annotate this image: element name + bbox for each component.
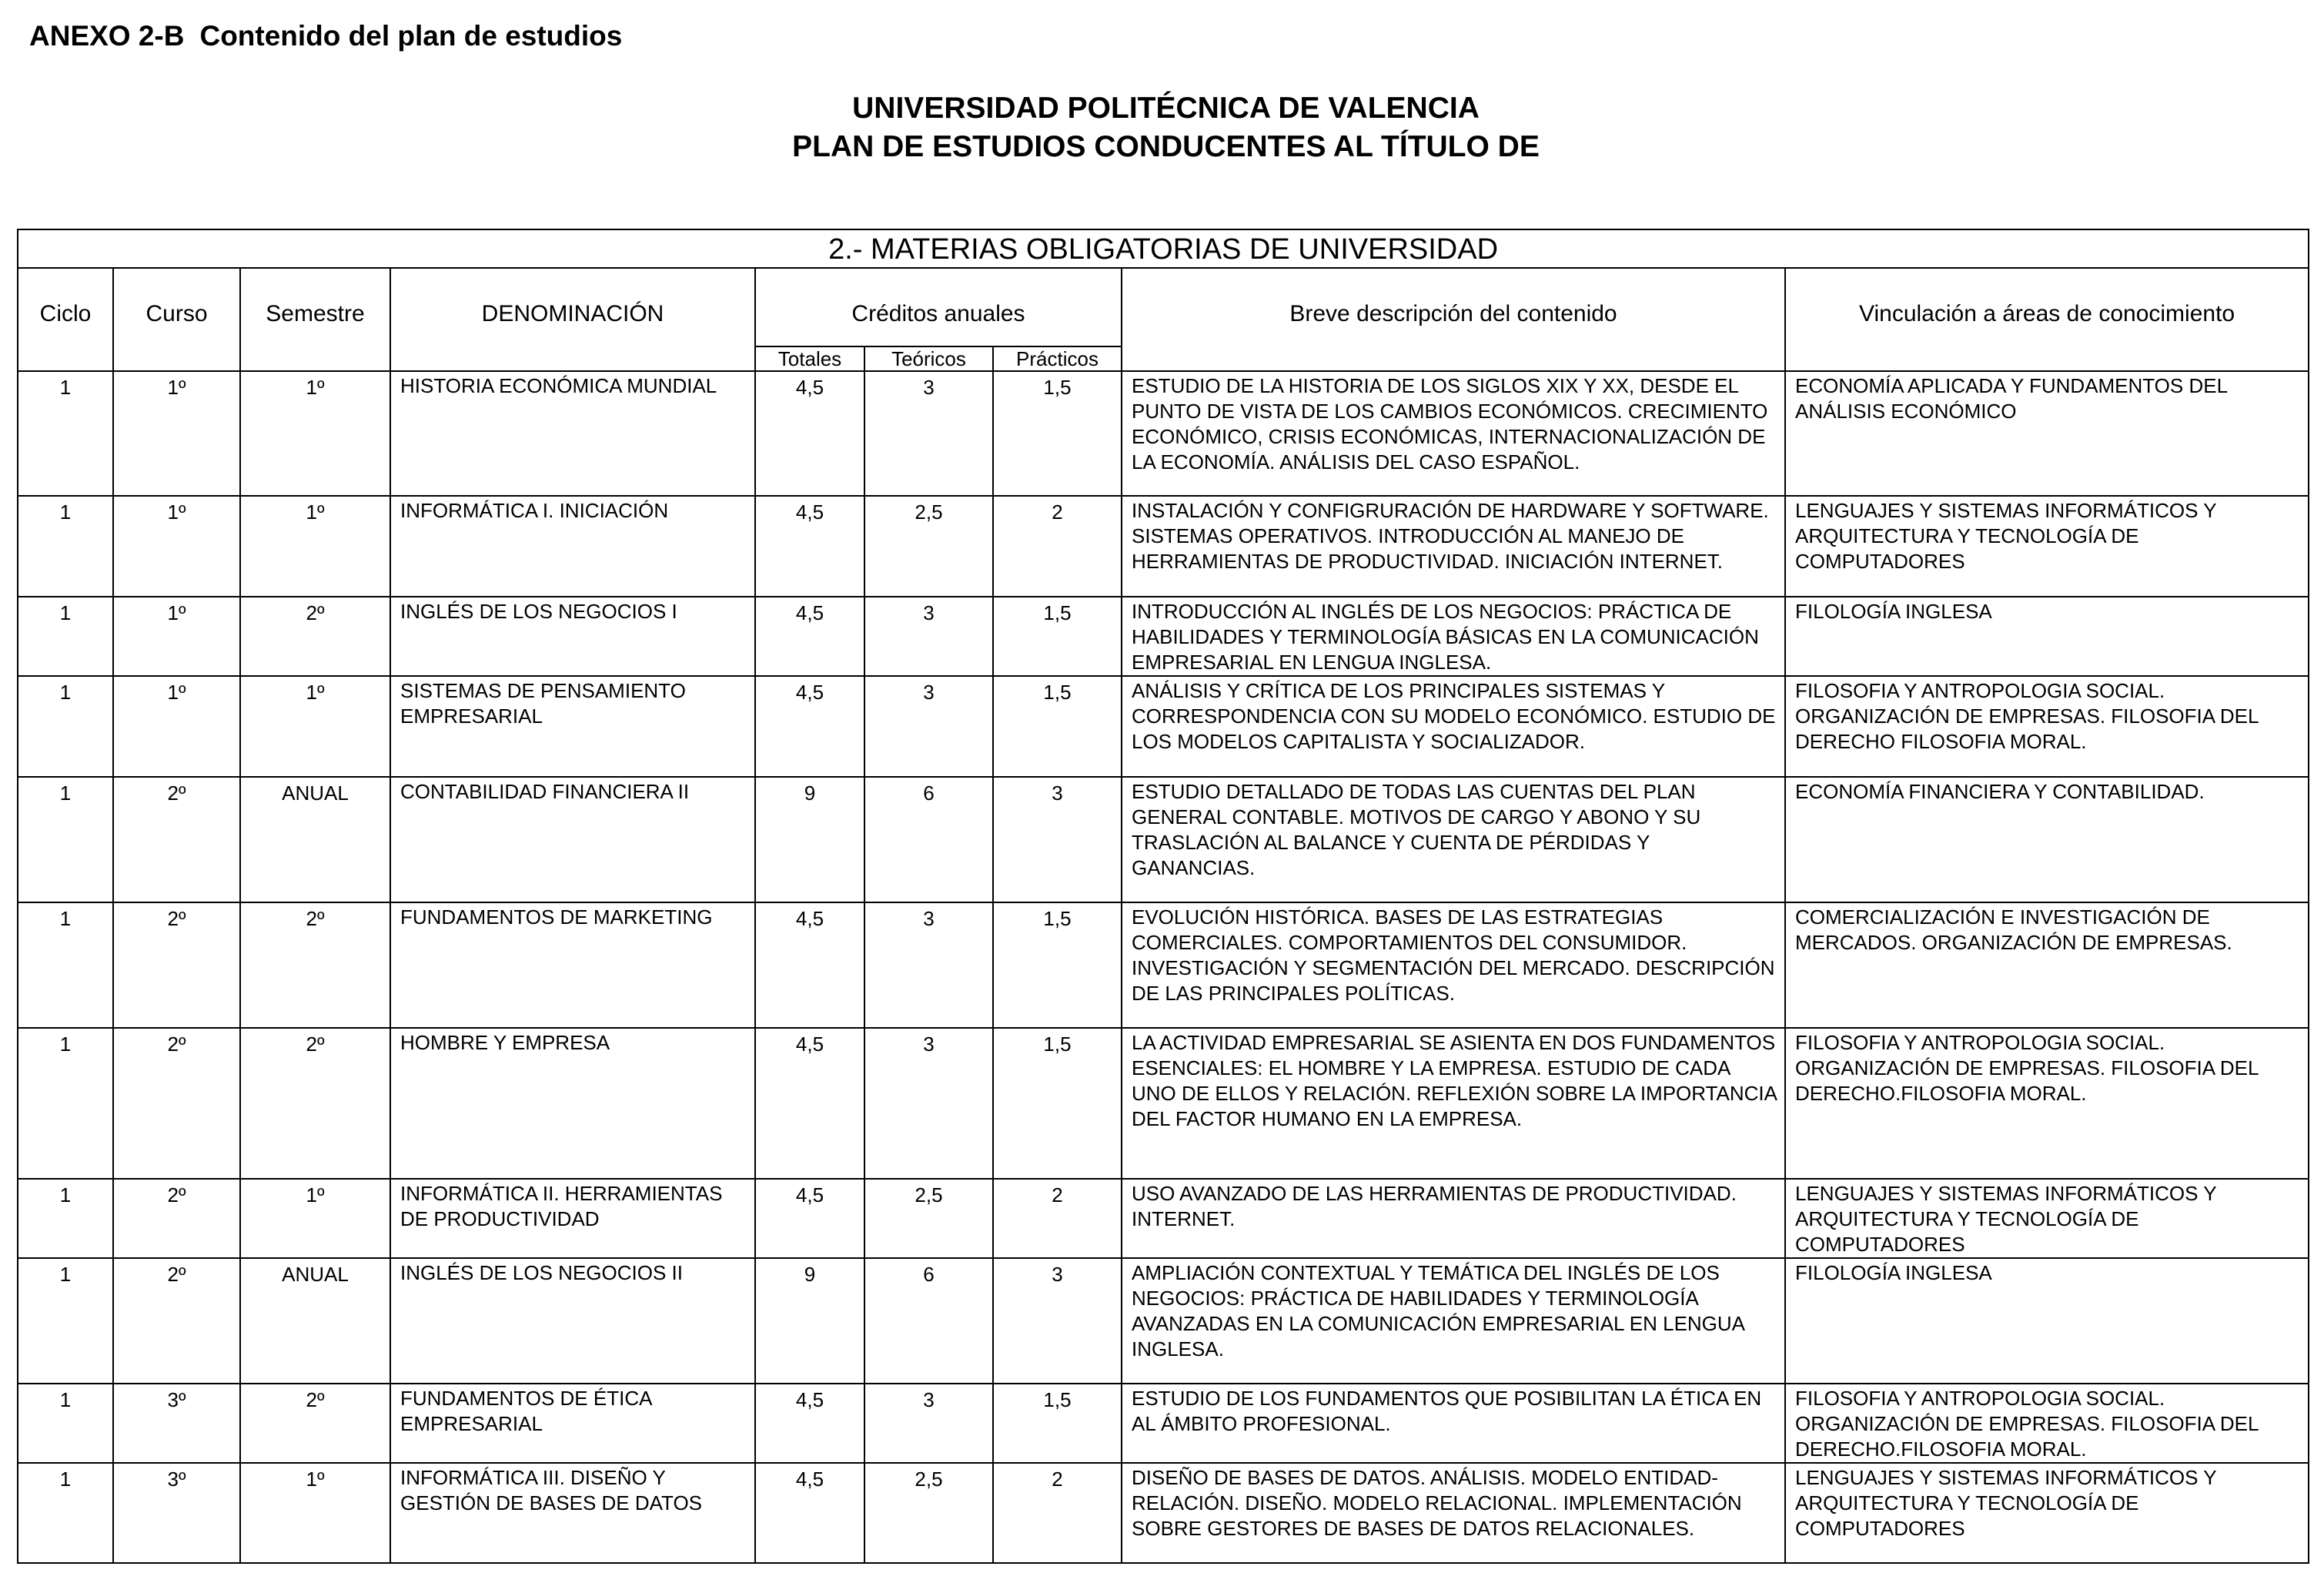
cell-teoricos: 6 (864, 777, 993, 902)
cell-practicos: 2 (993, 1179, 1122, 1258)
cell-totales: 9 (755, 1258, 864, 1384)
cell-denominacion: INFORMÁTICA I. INICIACIÓN (390, 496, 755, 597)
cell-ciclo: 1 (18, 902, 113, 1028)
cell-denominacion: CONTABILIDAD FINANCIERA II (390, 777, 755, 902)
subjects-table (17, 229, 2309, 1564)
cell-practicos: 3 (993, 777, 1122, 902)
cell-descripcion: USO AVANZADO DE LAS HERRAMIENTAS DE PRODUCTIVIDAD. INTERNET. (1122, 1179, 1785, 1258)
cell-practicos: 3 (993, 1258, 1122, 1384)
cell-denominacion: HISTORIA ECONÓMICA MUNDIAL (390, 371, 755, 496)
table-row (18, 676, 2309, 777)
cell-ciclo: 1 (18, 777, 113, 902)
cell-curso: 1º (113, 371, 240, 496)
table-row (18, 496, 2309, 597)
cell-teoricos: 3 (864, 676, 993, 777)
cell-practicos: 1,5 (993, 902, 1122, 1028)
cell-ciclo: 1 (18, 496, 113, 597)
table-row (18, 1463, 2309, 1563)
cell-vinculacion: FILOLOGÍA INGLESA (1785, 1258, 2309, 1384)
table-row (18, 777, 2309, 902)
cell-semestre: 2º (240, 902, 390, 1028)
cell-totales: 4,5 (755, 1384, 864, 1463)
cell-practicos: 1,5 (993, 371, 1122, 496)
cell-ciclo: 1 (18, 1258, 113, 1384)
annex-subtitle: Contenido del plan de estudios (199, 20, 623, 52)
cell-vinculacion: LENGUAJES Y SISTEMAS INFORMÁTICOS Y ARQUITECTURA Y TECNOLOGÍA DE COMPUTADORES (1785, 1179, 2309, 1258)
cell-teoricos: 3 (864, 597, 993, 676)
header-creditos: Créditos anuales (755, 268, 1122, 346)
cell-descripcion: INTRODUCCIÓN AL INGLÉS DE LOS NEGOCIOS: PRÁCTICA DE HABILIDADES Y TERMINOLOGÍA BÁSICAS EN LA COMUNICACIÓN EMPRESARIAL EN LENGUA INGLESA. (1122, 597, 1785, 676)
cell-semestre: 2º (240, 1028, 390, 1179)
cell-totales: 4,5 (755, 1463, 864, 1563)
header-curso: Curso (113, 268, 240, 371)
cell-teoricos: 3 (864, 902, 993, 1028)
cell-vinculacion: LENGUAJES Y SISTEMAS INFORMÁTICOS Y ARQUITECTURA Y TECNOLOGÍA DE COMPUTADORES (1785, 1463, 2309, 1563)
cell-curso: 1º (113, 597, 240, 676)
cell-descripcion: LA ACTIVIDAD EMPRESARIAL SE ASIENTA EN DOS FUNDAMENTOS ESENCIALES: EL HOMBRE Y LA EMPRESA. ESTUDIO DE CADA UNO DE ELLOS Y RELACIÓN. REFLEXIÓN SOBRE LA IMPORTANCIA DEL FACTOR HUMANO EN LA EMPRESA. (1122, 1028, 1785, 1179)
document-heading (0, 89, 2324, 166)
cell-totales: 4,5 (755, 1028, 864, 1179)
cell-vinculacion: ECONOMÍA APLICADA Y FUNDAMENTOS DEL ANÁLISIS ECONÓMICO (1785, 371, 2309, 496)
cell-ciclo: 1 (18, 1463, 113, 1563)
cell-descripcion: AMPLIACIÓN CONTEXTUAL Y TEMÁTICA DEL INGLÉS DE LOS NEGOCIOS: PRÁCTICA DE HABILIDADES Y TERMINOLOGÍA AVANZADAS EN LA COMUNICACIÓN EMPRESARIAL EN LENGUA INGLESA. (1122, 1258, 1785, 1384)
table-row (18, 1258, 2309, 1384)
cell-practicos: 1,5 (993, 597, 1122, 676)
table-row (18, 1179, 2309, 1258)
cell-denominacion: FUNDAMENTOS DE ÉTICA EMPRESARIAL (390, 1384, 755, 1463)
cell-semestre: ANUAL (240, 1258, 390, 1384)
table-row (18, 902, 2309, 1028)
header-descripcion: Breve descripción del contenido (1122, 268, 1785, 371)
cell-curso: 1º (113, 496, 240, 597)
cell-vinculacion: LENGUAJES Y SISTEMAS INFORMÁTICOS Y ARQUITECTURA Y TECNOLOGÍA DE COMPUTADORES (1785, 496, 2309, 597)
cell-vinculacion: COMERCIALIZACIÓN E INVESTIGACIÓN DE MERCADOS. ORGANIZACIÓN DE EMPRESAS. (1785, 902, 2309, 1028)
cell-semestre: 1º (240, 496, 390, 597)
cell-semestre: 1º (240, 676, 390, 777)
cell-vinculacion: FILOSOFIA Y ANTROPOLOGIA SOCIAL. ORGANIZACIÓN DE EMPRESAS. FILOSOFIA DEL DERECHO.FILOSOFIA MORAL. (1785, 1384, 2309, 1463)
cell-vinculacion: FILOLOGÍA INGLESA (1785, 597, 2309, 676)
cell-descripcion: INSTALACIÓN Y CONFIGRURACIÓN DE HARDWARE Y SOFTWARE. SISTEMAS OPERATIVOS. INTRODUCCIÓN AL MANEJO DE HERRAMIENTAS DE PRODUCTIVIDAD. INICIACIÓN INTERNET. (1122, 496, 1785, 597)
cell-descripcion: ESTUDIO DE LOS FUNDAMENTOS QUE POSIBILITAN LA ÉTICA EN AL ÁMBITO PROFESIONAL. (1122, 1384, 1785, 1463)
cell-denominacion: INFORMÁTICA III. DISEÑO Y GESTIÓN DE BASES DE DATOS (390, 1463, 755, 1563)
university-name: UNIVERSIDAD POLITÉCNICA DE VALENCIA (852, 92, 1480, 125)
cell-descripcion: ESTUDIO DETALLADO DE TODAS LAS CUENTAS DEL PLAN GENERAL CONTABLE. MOTIVOS DE CARGO Y ABONO Y SU TRASLACIÓN AL BALANCE Y CUENTA DE PÉRDIDAS Y GANANCIAS. (1122, 777, 1785, 902)
cell-ciclo: 1 (18, 1179, 113, 1258)
cell-practicos: 1,5 (993, 676, 1122, 777)
cell-practicos: 2 (993, 1463, 1122, 1563)
cell-descripcion: ESTUDIO DE LA HISTORIA DE LOS SIGLOS XIX Y XX, DESDE EL PUNTO DE VISTA DE LOS CAMBIOS ECONÓMICOS. CRECIMIENTO ECONÓMICO, CRISIS ECONÓMICAS, INTERNACIONALIZACIÓN DE LA ECONOMÍA. ANÁLISIS DEL CASO ESPAÑOL. (1122, 371, 1785, 496)
cell-vinculacion: FILOSOFIA Y ANTROPOLOGIA SOCIAL. ORGANIZACIÓN DE EMPRESAS. FILOSOFIA DEL DERECHO FILOSOFIA MORAL. (1785, 676, 2309, 777)
cell-curso: 3º (113, 1463, 240, 1563)
cell-curso: 1º (113, 676, 240, 777)
cell-denominacion: INGLÉS DE LOS NEGOCIOS I (390, 597, 755, 676)
cell-practicos: 1,5 (993, 1384, 1122, 1463)
header-vinculacion: Vinculación a áreas de conocimiento (1785, 268, 2309, 371)
header-practicos: Prácticos (993, 346, 1122, 371)
cell-curso: 2º (113, 1258, 240, 1384)
cell-descripcion: ANÁLISIS Y CRÍTICA DE LOS PRINCIPALES SISTEMAS Y CORRESPONDENCIA CON SU MODELO ECONÓMICO. ESTUDIO DE LOS MODELOS CAPITALISTA Y SOCIALIZADOR. (1122, 676, 1785, 777)
cell-teoricos: 2,5 (864, 496, 993, 597)
cell-totales: 4,5 (755, 496, 864, 597)
table-row (18, 597, 2309, 676)
cell-vinculacion: FILOSOFIA Y ANTROPOLOGIA SOCIAL. ORGANIZACIÓN DE EMPRESAS. FILOSOFIA DEL DERECHO.FILOSOFIA MORAL. (1785, 1028, 2309, 1179)
annex-code: ANEXO 2-B (29, 20, 185, 52)
cell-denominacion: INFORMÁTICA II. HERRAMIENTAS DE PRODUCTIVIDAD (390, 1179, 755, 1258)
table-row (18, 371, 2309, 496)
cell-curso: 2º (113, 1179, 240, 1258)
cell-curso: 2º (113, 777, 240, 902)
cell-teoricos: 3 (864, 1384, 993, 1463)
cell-ciclo: 1 (18, 597, 113, 676)
cell-denominacion: SISTEMAS DE PENSAMIENTO EMPRESARIAL (390, 676, 755, 777)
cell-totales: 4,5 (755, 597, 864, 676)
cell-semestre: 1º (240, 1463, 390, 1563)
cell-ciclo: 1 (18, 1384, 113, 1463)
cell-semestre: 2º (240, 1384, 390, 1463)
header-ciclo: Ciclo (18, 268, 113, 371)
cell-practicos: 1,5 (993, 1028, 1122, 1179)
cell-totales: 4,5 (755, 371, 864, 496)
cell-teoricos: 3 (864, 1028, 993, 1179)
header-denominacion: DENOMINACIÓN (390, 268, 755, 371)
cell-ciclo: 1 (18, 676, 113, 777)
annex-title (29, 20, 622, 52)
cell-semestre: 1º (240, 371, 390, 496)
cell-vinculacion: ECONOMÍA FINANCIERA Y CONTABILIDAD. (1785, 777, 2309, 902)
cell-teoricos: 6 (864, 1258, 993, 1384)
plan-title: PLAN DE ESTUDIOS CONDUCENTES AL TÍTULO DE (792, 130, 1540, 163)
cell-totales: 4,5 (755, 1179, 864, 1258)
cell-teoricos: 2,5 (864, 1179, 993, 1258)
cell-descripcion: DISEÑO DE BASES DE DATOS. ANÁLISIS. MODELO ENTIDAD-RELACIÓN. DISEÑO. MODELO RELACIONAL. IMPLEMENTACIÓN SOBRE GESTORES DE BASES DE DATOS RELACIONALES. (1122, 1463, 1785, 1563)
header-teoricos: Teóricos (864, 346, 993, 371)
cell-practicos: 2 (993, 496, 1122, 597)
cell-ciclo: 1 (18, 371, 113, 496)
cell-denominacion: FUNDAMENTOS DE MARKETING (390, 902, 755, 1028)
cell-semestre: ANUAL (240, 777, 390, 902)
cell-teoricos: 2,5 (864, 1463, 993, 1563)
cell-totales: 9 (755, 777, 864, 902)
cell-curso: 2º (113, 1028, 240, 1179)
table-row (18, 1384, 2309, 1463)
cell-teoricos: 3 (864, 371, 993, 496)
cell-curso: 2º (113, 902, 240, 1028)
cell-denominacion: INGLÉS DE LOS NEGOCIOS II (390, 1258, 755, 1384)
cell-curso: 3º (113, 1384, 240, 1463)
cell-descripcion: EVOLUCIÓN HISTÓRICA. BASES DE LAS ESTRATEGIAS COMERCIALES. COMPORTAMIENTOS DEL CONSUMIDOR. INVESTIGACIÓN Y SEGMENTACIÓN DEL MERCADO. DESCRIPCIÓN DE LAS PRINCIPALES POLÍTICAS. (1122, 902, 1785, 1028)
section-title: 2.- MATERIAS OBLIGATORIAS DE UNIVERSIDAD (18, 229, 2309, 268)
header-totales: Totales (755, 346, 864, 371)
cell-totales: 4,5 (755, 902, 864, 1028)
cell-ciclo: 1 (18, 1028, 113, 1179)
cell-denominacion: HOMBRE Y EMPRESA (390, 1028, 755, 1179)
cell-semestre: 1º (240, 1179, 390, 1258)
header-semestre: Semestre (240, 268, 390, 371)
cell-totales: 4,5 (755, 676, 864, 777)
table-row (18, 1028, 2309, 1179)
cell-semestre: 2º (240, 597, 390, 676)
